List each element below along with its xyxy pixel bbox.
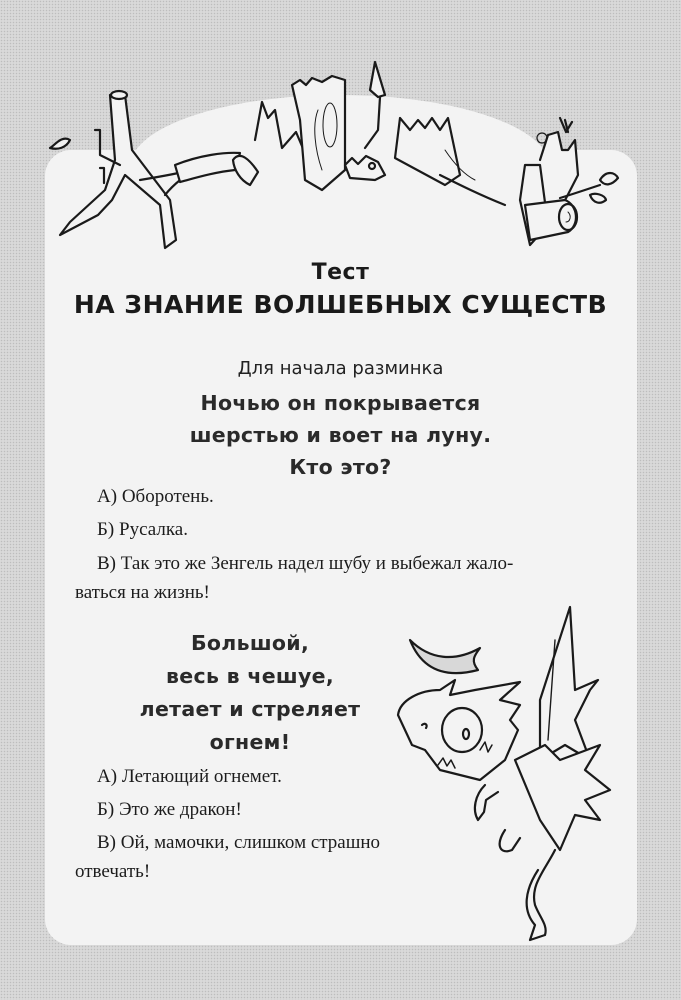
answer-text-continuation: ваться на жизнь!: [75, 582, 210, 603]
riddle-line: Кто это?: [289, 455, 392, 479]
answer-text: Летающий огнемет.: [121, 766, 282, 787]
answer-text: Русалка.: [119, 519, 188, 540]
page-title: НА ЗНАНИЕ ВОЛШЕБНЫХ СУЩЕСТВ: [73, 290, 608, 319]
riddle-line: Большой,: [190, 631, 310, 655]
riddle-line: шерстью и воет на луну.: [189, 423, 492, 447]
answer-text: Так это же Зенгель надел шубу и выбежал жало-: [120, 553, 514, 574]
answer-label: Б): [97, 519, 115, 540]
answer-label: В): [97, 553, 116, 574]
answer-text: Ой, мамочки, слишком страшно: [120, 832, 381, 853]
page-title-small: Тест: [311, 260, 370, 285]
section-subtitle: Для начала разминка: [237, 358, 444, 379]
riddle-line: летает и стреляет: [139, 697, 361, 721]
riddle-line: весь в чешуе,: [166, 664, 334, 688]
answer-label: Б): [97, 799, 115, 820]
answer-label: А): [97, 486, 118, 507]
riddle-line: огнем!: [209, 730, 291, 754]
answer-text-continuation: отвечать!: [75, 861, 151, 882]
answer-label: А): [97, 766, 118, 787]
answer-label: В): [97, 832, 116, 853]
answer-text: Это же дракон!: [119, 799, 242, 820]
answer-text: Оборотень.: [121, 486, 214, 507]
riddle-line: Ночью он покрывается: [200, 391, 481, 415]
